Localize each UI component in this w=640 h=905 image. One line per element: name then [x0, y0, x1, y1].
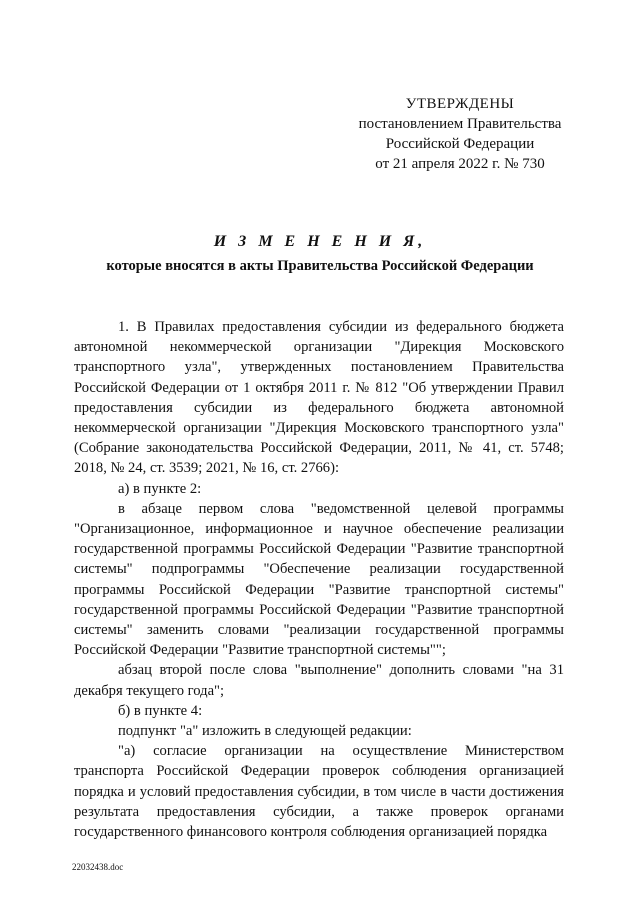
paragraph: в абзаце первом слова "ведомственной целевой программы "Организационное, информационное и научное обеспечение реализации государственной программы Российской Федерации "Развитие транспортной системы" подпрограммы "Обеспечение реализации государственной программы Российской Федерации "Развитие транспортной системы" государственной программы Российской Федерации "Развитие транспортной системы" заменить словами "реализации государственной программы Российской Федерации "Развитие транспортной системы"";: [74, 500, 564, 659]
approval-line-resolution: постановлением Правительства: [358, 116, 562, 132]
document-subtitle: которые вносятся в акты Правительства Российской Федерации: [106, 258, 534, 274]
document-title: И З М Е Н Е Н И Я,: [213, 233, 427, 250]
approval-block: [330, 94, 590, 174]
approval-line-government: Российской Федерации: [385, 136, 535, 152]
paragraph: а) в пункте 2:: [118, 480, 202, 497]
file-name-footer: 22032438.doc: [72, 862, 124, 872]
paragraph: подпункт "а" изложить в следующей редакции:: [118, 723, 412, 740]
paragraph: абзац второй после слова "выполнение" дополнить словами "на 31 декабря текущего года";: [74, 662, 564, 699]
approval-line-date-number: от 21 апреля 2022 г. № 730: [375, 156, 545, 172]
paragraph: 1. В Правилах предоставления субсидии из федерального бюджета автономной некоммерческой организации "Дирекция Московского транспортного узла", утвержденных постановлением Правительства Российской Федерации от 1 октября 2011 г. № 812 "Об утверждении Правил предоставления субсидии из федерального бюджета автономной некоммерческой организации "Дирекция Московского транспортного узла" (Собрание законодательства Российской Федерации, 2011, № 41, ст. 5748; 2018, № 24, ст. 3539; 2021, № 16, ст. 2766):: [74, 319, 564, 477]
approval-heading: УТВЕРЖДЕНЫ: [405, 96, 515, 112]
paragraph: б) в пункте 4:: [118, 702, 203, 719]
document-body: [74, 317, 564, 842]
paragraph: "а) согласие организации на осуществление Министерством транспорта Российской Федерации проверок соблюдения организацией порядка и условий предоставления субсидии, в том числе в части достижения результата предоставления субсидии, а также проверок органами государственного финансового контроля соблюдения организацией порядка: [74, 743, 564, 841]
